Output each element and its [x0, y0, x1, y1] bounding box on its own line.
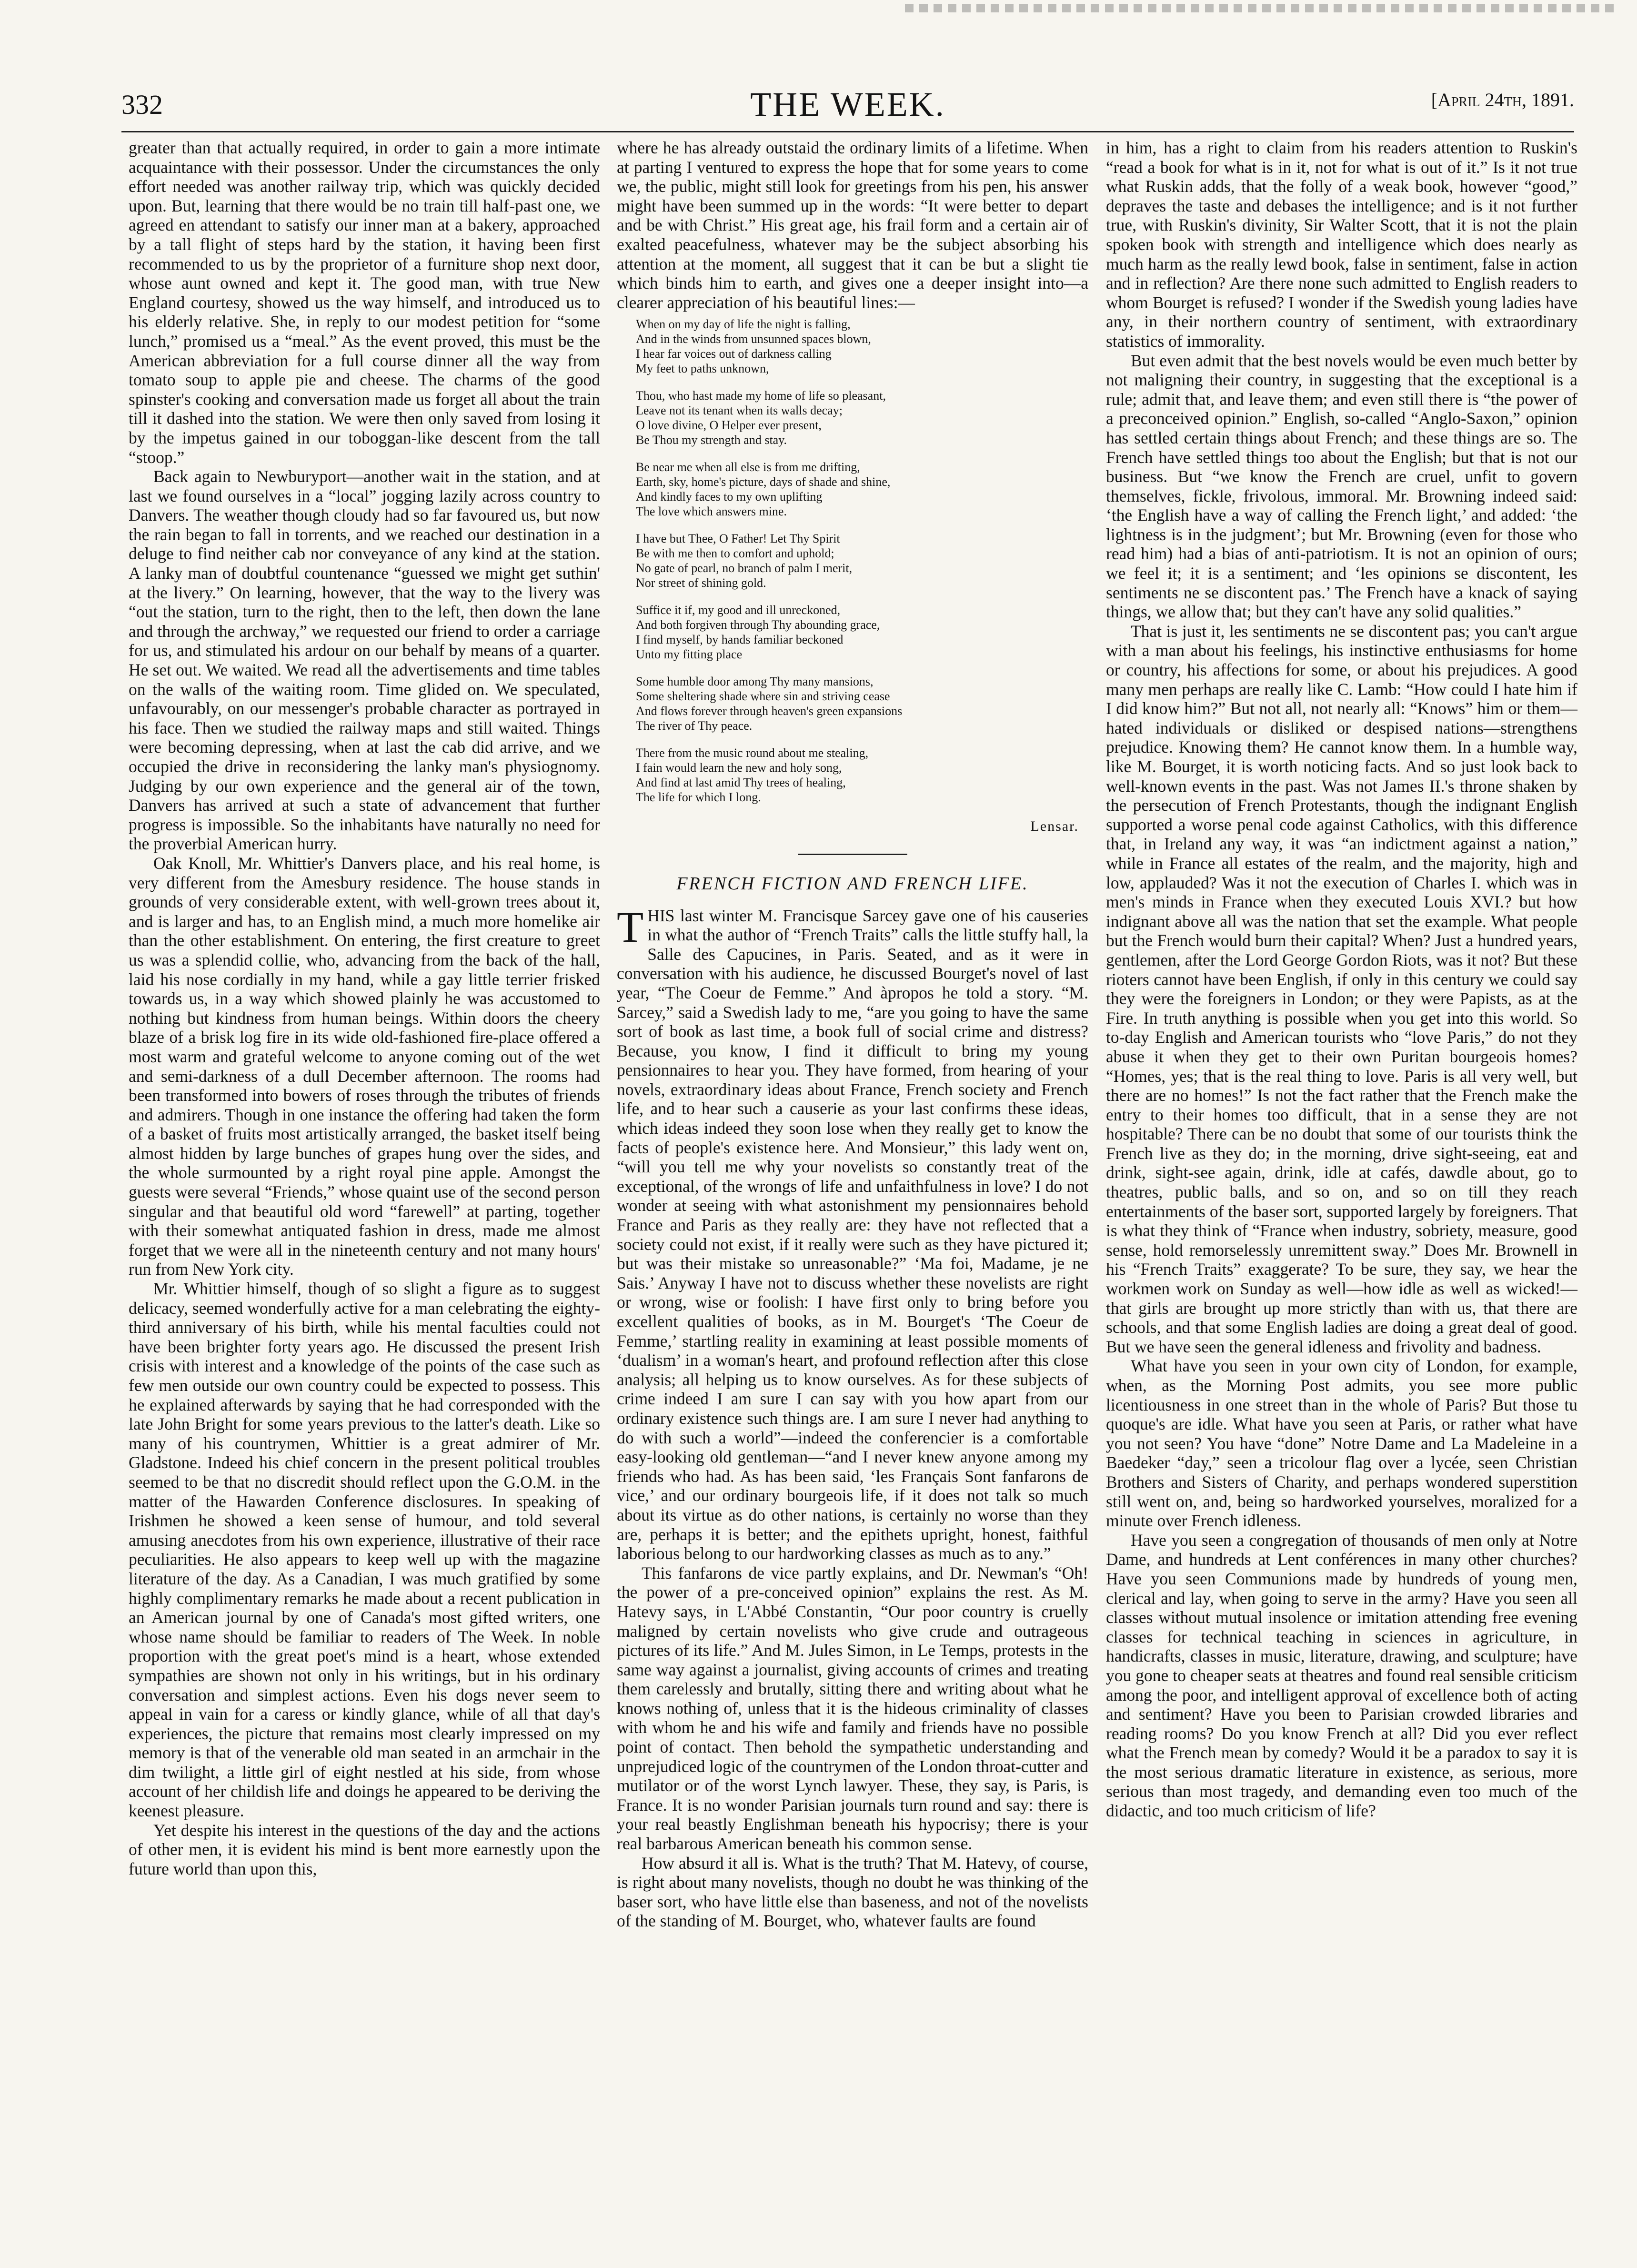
paragraph: greater than that actually required, in order to gain a more intimate acquaintance with their possessor. Under the circumstances the only effort needed was another railway trip, which was quickly decided upon. But, learning that there would be no train till half-past one, we agreed en attendant to satisfy our inner man at a bakery, approached by a tall flight of steps hard by the station, it having been first recommended to us by the proprietor of a furniture shop next door, whose aunt owned and kept it. The good man, with true New England courtesy, showed us the way himself, and introduced us to his elderly relative. She, in reply to our modest petition for “some lunch,” promised us a “meal.” As the event proved, this must be the American abbreviation for a full course dinner all the way from tomato soup to apple pie and cheese. The charms of the good spinster's cooking and conversation made us forget all about the train till it dashed into the station. We were then only saved from losing it by the impetus gained in our toboggan-like descent from the tall “stoop.”	[129, 138, 600, 467]
poem-line: My feet to paths unknown,	[636, 362, 769, 376]
poem-line: I find myself, by hands familiar beckoned	[636, 633, 844, 647]
page-header	[121, 85, 1574, 128]
poem-line: There from the music round about me stealing,	[636, 746, 869, 760]
poem-line: No gate of pearl, no branch of palm I merit,	[636, 561, 853, 575]
paragraph: Back again to Newburyport—another wait in the station, and at last we found ourselves in a “local” jogging lazily across country to Danvers. The weather though cloudy had so far favoured us, but now the rain began to fall in torrents, and we reached our destination in a deluge to find neither cab nor conveyance of any kind at the station. A lanky man of doubtful countenance “guessed we might get suthin' at the livery.” On learning, however, that the way to the livery was “out the station, turn to the right, then to the left, then down the lane and through the archway,” we requested our friend to order a carriage for us, and stimulated his ardour on our behalf by means of a quarter. He set out. We waited. We read all the advertisements and time tables on the walls of the waiting room. Time glided on. We speculated, unfavourably, on our messenger's probable character as portrayed in his face. Then we studied the railway maps and still waited. Things were becoming depressing, when at last the cab did arrive, and we occupied the drive in reconsidering the lanky man's physiognomy. Judging by our own experience and the general air of the town, Danvers has arrived at such a state of advancement that further progress is impossible. So the inhabitants have naturally no need for the proverbial American hurry.	[129, 467, 600, 854]
poem-line: Be with me then to comfort and uphold;	[636, 546, 834, 561]
poem-line: Nor street of shining gold.	[636, 576, 766, 590]
poem-line: The river of Thy peace.	[636, 719, 753, 733]
paragraph: This fanfarons de vice partly explains, and Dr. Newman's “Oh! the power of a pre-conceived opinion” explains the rest. As M. Hatevy says, in L'Abbé Constantin, “Our poor country is cruelly maligned by certain novelists who give crude and outrageous pictures of its life.” And M. Jules Simon, in Le Temps, protests in the same way against a journalist, giving accounts of crimes and treating them carelessly and brutally, sitting there and writing about what he knows nothing of, unless that it is the hideous criminality of classes with whom he and his wife and family and friends have no possible point of contact. Then behold the sympathetic understanding and unprejudiced logic of the countrymen of the London throat-cutter and mutilator or of the worst Lynch lawyer. These, they say, is Paris, is France. It is no wonder Parisian journals turn round and say: there is your real beastly Englishman beneath his hypocrisy; there is your real barbarous American beneath his common sense.	[617, 1563, 1088, 1854]
poem-line: And kindly faces to my own uplifting	[636, 490, 823, 504]
poem-line: When on my day of life the night is falling,	[636, 317, 851, 332]
paragraph: Mr. Whittier himself, though of so slight a figure as to suggest delicacy, seemed wonderfully active for a man celebrating the eighty-third anniversary of his birth, while his mental faculties could not have been brighter forty years ago. He discussed the present Irish crisis with interest and a knowledge of the points of the case such as few men outside our own country could be expected to possess. This he explained afterwards by saying that he had corresponded with the late John Bright for some years previous to the latter's death. Like so many of his countrymen, Whittier is a great admirer of Mr. Gladstone. Indeed his chief concern in the present political troubles seemed to be that no discredit should reflect upon the G.O.M. in the matter of the Hawarden Conference disclosures. In speaking of Irishmen he showed a keen sense of humour, and told several amusing anecdotes from his own experience, illustrative of their race peculiarities. He also appears to keep well up with the magazine literature of the day. As a Canadian, I was much gratified by some highly complimentary remarks he made about a recent publication in an American journal by one of Canada's most gifted writers, one whose name should be familiar to readers of The Week. In noble proportion with the great poet's mind is a heart, whose extended sympathies are shown not only in his writings, but in his ordinary conversation and simplest actions. Even his dogs never seem to appeal in vain for a caress or kindly glance, while of all that day's experiences, the picture that remains most clearly impressed on my memory is that of the venerable old man seated in an armchair in the dim twilight, a little girl of eight nestled at his side, from whose account of her childish life and doings he appeared to be deriving the keenest pleasure.	[129, 1279, 600, 1821]
poem-line: Leave not its tenant when its walls decay;	[636, 403, 843, 418]
issue-date: [April 24th, 1891.	[1431, 89, 1574, 111]
poem-stanza	[636, 603, 1088, 662]
column-3	[1106, 138, 1577, 2253]
poem	[636, 317, 1088, 805]
paragraph	[617, 902, 1088, 1563]
section-divider	[798, 854, 907, 855]
poem-line: And in the winds from unsunned spaces blown,	[636, 332, 871, 346]
poem-line: Some sheltering shade where sin and striving cease	[636, 689, 890, 704]
poem-line: I have but Thee, O Father! Let Thy Spirit	[636, 532, 840, 546]
poem-line: The life for which I long.	[636, 790, 761, 805]
poem-line: The love which answers mine.	[636, 504, 787, 519]
header-rule	[121, 131, 1574, 132]
poem-line: Earth, sky, home's picture, days of shade and shine,	[636, 475, 891, 489]
paragraph: in him, has a right to claim from his readers attention to Ruskin's “read a book for what is in it, not for what is out of it.” Is it not true what Ruskin adds, that the folly of a weak book, however “good,” depraves the taste and debases the intelligence; and is it not further true, with Ruskin's divinity, Sir Walter Scott, that it is not the plain spoken book with strength and intelligence which does nearly as much harm as the really lewd book, false in sentiment, false in action and in reflection? Are there none such admitted to English readers to whom Bourget is refused? I wonder if the Swedish young ladies have any, in their northern country of sentiment, with extraordinary statistics of immorality.	[1106, 138, 1577, 351]
poem-stanza	[636, 674, 1088, 733]
poem-line: Suffice it if, my good and ill unreckoned,	[636, 603, 841, 617]
paragraph: Have you seen a congregation of thousands of men only at Notre Dame, and hundreds at Lent conférences in many other churches? Have you seen Communions made by hundreds of young men, clerical and lay, when going to serve in the army? Have you seen all classes without mutual insolence or imitation attending free evening classes for technical teaching in sciences in agriculture, in handicrafts, classes in music, literature, drawing, and sculpture; have you gone to cheaper seats at theatres and found real sensible criticism among the poor, and intelligent approval of excellence both of acting and sentiment? Have you been to Parisian crowded libraries and reading rooms? Do you know French at all? Did you ever reflect what the French mean by comedy? Would it be a paradox to say it is the most serious dramatic literature in existence, as serious, more serious than most tragedy, and demanding even too much of the didactic, and too much criticism of life?	[1106, 1530, 1577, 1821]
scan-artifact	[905, 4, 1619, 12]
paragraph: That is just it, les sentiments ne se discontent pas; you can't argue with a man about his feelings, his instinctive enthusiasms for home or country, his affections for some, or about his prejudices. A good many men perhaps are really like C. Lamb: “How could I hate him if I did know him?” But not all, not nearly all: “Knows” him or them—hated individuals or disliked or despised nations—strengthens prejudice. Knowing them? He cannot know them. In a humble way, like M. Bourget, it is worth noticing facts. And so just look back to well-known events in the past. Was not James II.'s throne shaken by the persecution of French Protestants, though the indignant English supported a worse penal code against Catholics, with this difference that, in Ireland any way, it was “an indictment against a nation,” while in France all estates of the realm, and the majority, high and low, applauded? Was it not the execution of Charles I. which was in men's minds in France when they executed Louis XVI.? but how indignant above all was the nation that set the example. What people but the French would burn their capital? When? Just a hundred years, gentlemen, after the Lord George Gordon Riots, was it not? But these rioters cannot have been English, if only in this century we could say they were the foreigners in London; or they were Papists, as at the Fire. In truth anything is possible when you get into this world. So to-day English and American tourists who “love Paris,” do not they abuse it when they get to their own Puritan bourgeois homes? “Homes, yes; that is the real thing to love. Paris is all very well, but there are no homes!” Is not the fact rather that the French make the entry to their homes too difficult, that in a sense they are not hospitable? There can be no doubt that some of our tourists think the French live as they do; in the morning, drive sight-seeing, eat and drink, sight-see again, drink, idle at cafés, dawdle about, go to theatres, public balls, and so on, and so on till they reach entertainments of the baser sort, supported largely by foreigners. That is what they think of “France when industry, sobriety, measure, good sense, hold remorselessly unremittent sway.” Does Mr. Brownell in his “French Traits” exaggerate? To be sure, they say, we hear the workmen work on Sunday as well—how idle as well as wicked!—that girls are brought up more strictly than with us, that there are schools, and that some English ladies are doing a great deal of good. But we have seen the general idleness and frivolity and badness.	[1106, 621, 1577, 1356]
poem-line: Some humble door among Thy many mansions,	[636, 675, 874, 689]
poem-line: Be near me when all else is from me drifting,	[636, 460, 860, 474]
drop-cap: T	[617, 902, 644, 951]
poem-stanza	[636, 746, 1088, 805]
poem-line: O love divine, O Helper ever present,	[636, 418, 822, 433]
paragraph: How absurd it all is. What is the truth? That M. Hatevy, of course, is right about many novelists, though no doubt he was thinking of the baser sort, who have little else than baseness, and not of the novelists of the standing of M. Bourget, who, whatever faults are found	[617, 1853, 1088, 1931]
poem-stanza	[636, 460, 1088, 519]
page-number: 332	[121, 89, 163, 120]
poem-stanza	[636, 531, 1088, 590]
paragraph: where he has already outstaid the ordinary limits of a lifetime. When at parting I ventured to express the hope that for some years to come we, the public, might still look for greetings from his pen, his answer might have been summed up in the words: “It were better to depart and be with Christ.” His great age, his frail form and a certain air of exalted peacefulness, whatever may be the subject absorbing his attention at the moment, all suggest that it can be but a slight tie which binds him to earth, and gives one a deeper insight into—a clearer appreciation of his beautiful lines:—	[617, 138, 1088, 312]
poem-line: And flows forever through heaven's green expansions	[636, 704, 903, 718]
poem-line: I hear far voices out of darkness calling	[636, 347, 832, 361]
poem-stanza	[636, 388, 1088, 447]
article-title: FRENCH FICTION AND FRENCH LIFE.	[676, 873, 1029, 894]
poem-line: And find at last amid Thy trees of healing,	[636, 776, 846, 790]
paragraph-text: HIS last winter M. Francisque Sarcey gave one of his causeries in what the author of “French Traits” calls the little stuffy hall, la Salle des Capucines, in Paris. Seated, and as it were in conversation with his audience, he discussed Bourget's novel of last year, “The Coeur de Femme.” And àpropos he told a story. “M. Sarcey,” said a Swedish lady to me, “are you going to have the same sort of book as last time, a book full of social crime and distress? Because, you know, I find it difficult to bring my young pensionnaires to hear you. They have formed, from hearing of your novels, extraordinary ideas about France, French society and French life, and to hear such a causerie as your last confirms these ideas, which ideas indeed they soon lose when they really get to know the facts of people's existence here. And Monsieur,” this lady went on, “will you tell me why your novelists so constantly treat of the exceptional, of the wrongs of life and unfaithfulness in love? I do not wonder at seeing with what astonishment my pensionnaires behold France and Paris as they really are: they have not reflected that a society could not exist, if it really were such as they have pictured it; but was their mistake so unreasonable?” ‘Ma foi, Madame, je ne Sais.’ Anyway I have not to discuss whether these novelists are right or wrong, wise or foolish: I have first only to bring before you excellent qualities of books, as in M. Bourget's ‘The Coeur de Femme,’ startling reality in examining at least possible moments of ‘dualism’ in a woman's heart, and profound reflection after this close analysis; all helping us to know ourselves. As for these subjects of crime indeed I am sure I can say with you how apart from our ordinary existence such things are. I am sure I never had anything to do with such a world”—indeed the conferencier is a comfortable easy-looking old gentleman—“and I never knew anyone among my friends who had. As has been said, ‘les Français Sont fanfarons de vice,’ and our ordinary bourgeois life, if it does not talk so much about its virtue as do other nations, is certainly no worse than they are, perhaps it is better; and the epithets upright, honest, faithful laborious belong to our hardworking classes as much as to any.”	[617, 906, 1088, 1563]
paragraph: Yet despite his interest in the questions of the day and the actions of other men, it is evident his mind is bent more earnestly upon the future world than upon this,	[129, 1820, 600, 1878]
column-2	[617, 138, 1088, 2253]
masthead-title: THE WEEK.	[750, 85, 945, 123]
poem-line: Unto my fitting place	[636, 647, 743, 662]
poem-line: Be Thou my strength and stay.	[636, 433, 787, 447]
column-1	[129, 138, 600, 2253]
poem-line: Thou, who hast made my home of life so pleasant,	[636, 389, 886, 403]
poem-line: And both forgiven through Thy abounding grace,	[636, 618, 880, 632]
poem-line: I fain would learn the new and holy song,	[636, 761, 842, 775]
poem-stanza	[636, 317, 1088, 376]
paragraph: But even admit that the best novels would be even much better by not maligning their country, in suggesting that the exceptional is a rule; admit that, and leave them; and even still there is “the power of a preconceived opinion.” English, so-called “Anglo-Saxon,” opinion has settled certain things about French; and these things are so. The French have settled things too about the English; but that is not our business. But “we know the French are cruel, unfit to govern themselves, fickle, frivolous, immoral. Mr. Browning indeed said: ‘the English have a way of calling the French light,’ and added: ‘the lightness is in the judgment’; but Mr. Browning (even for those who read him) had a bias of anti-patriotism. It is not an opinion of ours; we feel it; it is a sentiment; and ‘les opinions se discontent, les sentiments ne se discontent pas.’ The French have a knack of saying things, we allow that; but they can't have any solid qualities.”	[1106, 351, 1577, 622]
paragraph: Oak Knoll, Mr. Whittier's Danvers place, and his real home, is very different from the Amesbury residence. The house stands in grounds of very considerable extent, with well-grown trees about it, and is larger and has, to an English mind, a much more homelike air than the other establishment. On entering, the first creature to greet us was a splendid collie, who, advancing from the back of the hall, laid his nose cordially in my hand, while a gay little terrier frisked towards us, in a way which showed plainly he was accustomed to nothing but kindness from human beings. Within doors the cheery blaze of a brisk log fire in its wide old-fashioned fire-place offered a most warm and grateful welcome to anyone coming out of the wet and semi-darkness of a dull December afternoon. The rooms had been transformed into bowers of roses through the tributes of friends and admirers. Though in one instance the offering had taken the form of a basket of fruits most artistically arranged, the basket itself being almost hidden by large bunches of grapes hung over the sides, and the whole surmounted by a right royal pine apple. Amongst the guests were several “Friends,” whose quaint use of the second person singular and that beautiful old word “farewell” at parting, together with their somewhat antiquated fashion in dress, made me almost forget that we were all in the nineteenth century and not many hours' run from New York city.	[129, 853, 600, 1279]
author-signature: Lensar.	[1030, 818, 1079, 835]
paragraph: What have you seen in your own city of London, for example, when, as the Morning Post admits, you see more public licentiousness in one street than in the whole of Paris? But those tu quoque's are idle. What have you seen at Paris, or rather what have you not seen? You have “done” Notre Dame and La Madeleine in a Baedeker “day,” seen a tricolour flag over a lycée, seen Christian Brothers and Sisters of Charity, and perhaps wondered superstition still went on, and, being so hardworked yourselves, moralized for a minute over French idleness.	[1106, 1356, 1577, 1531]
